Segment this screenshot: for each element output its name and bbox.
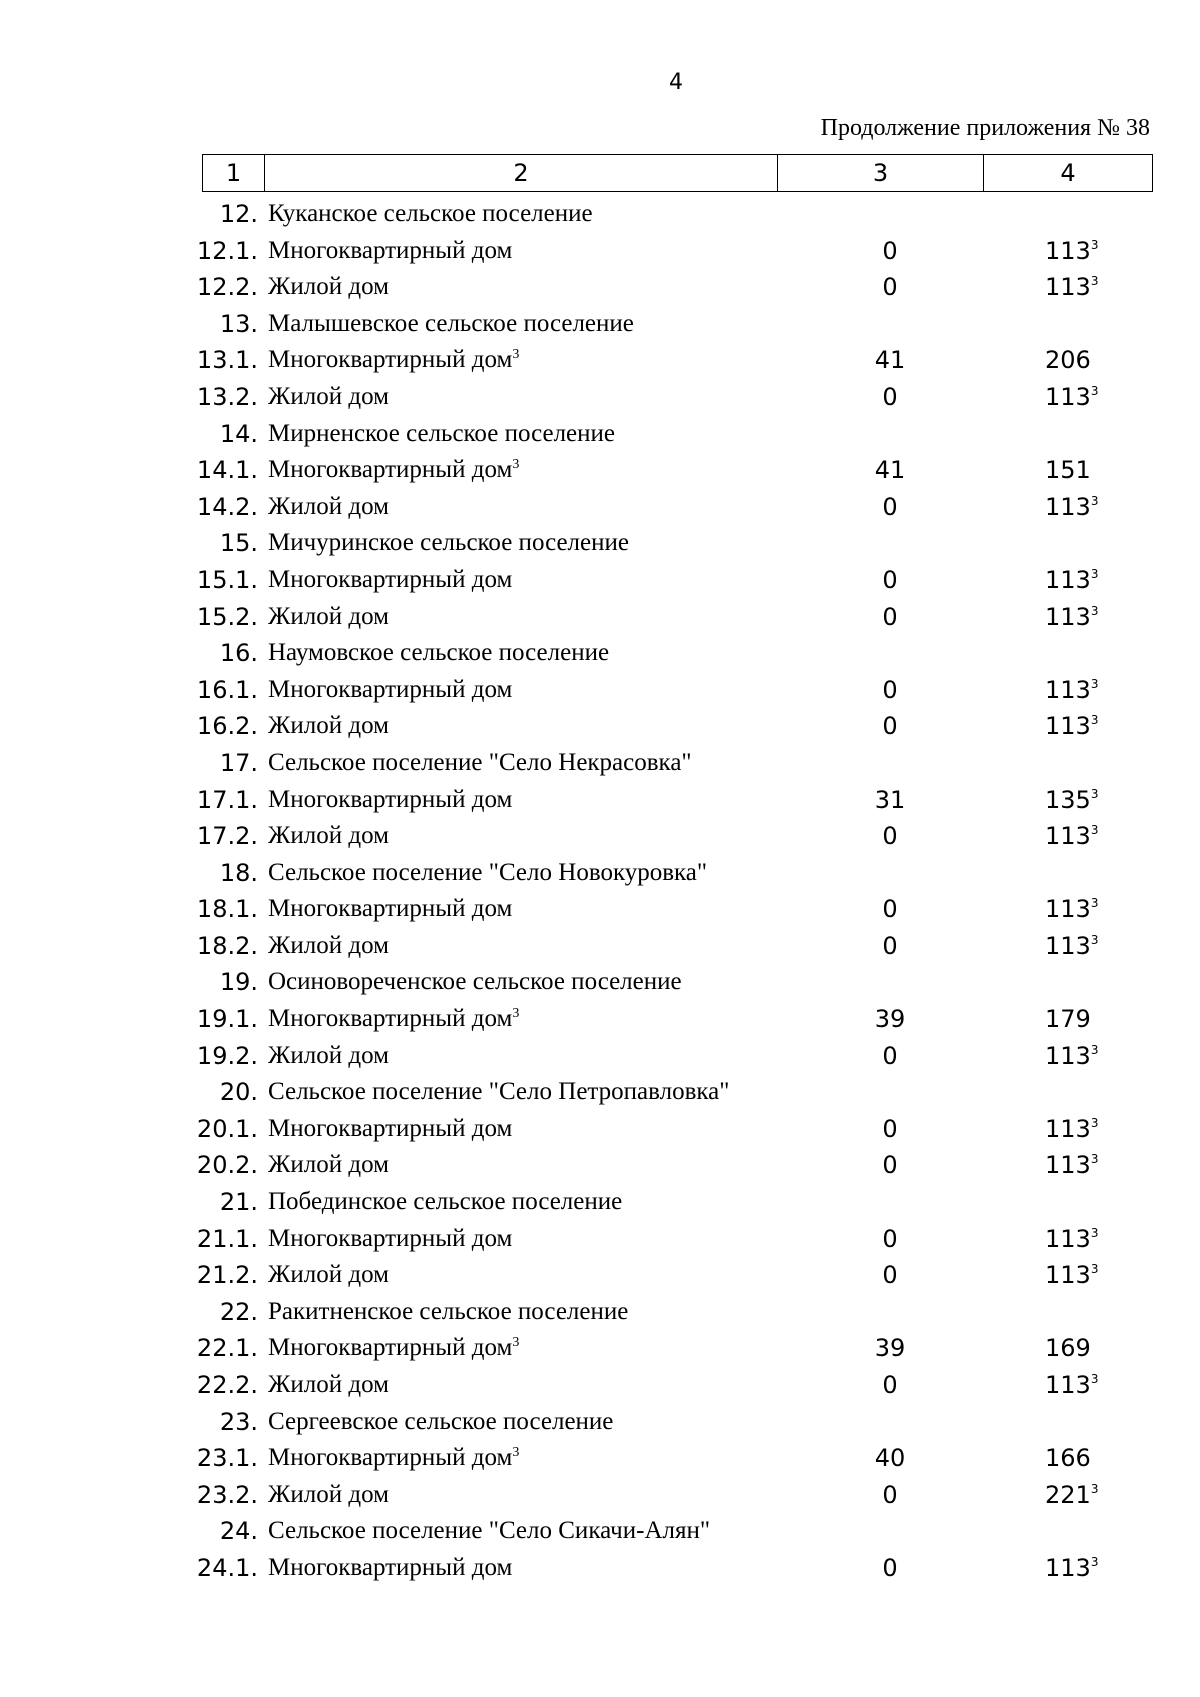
row-name-text: Многоквартирный дом (268, 456, 513, 484)
row-col4-value: 113 (1045, 822, 1091, 851)
row-col3-value: 0 (882, 1114, 898, 1143)
row-name-text: Жилой дом (268, 931, 389, 959)
row-name (268, 928, 389, 964)
row-name (268, 1147, 389, 1183)
row-number: 19.2. (196, 1041, 258, 1070)
row-col4 (1045, 1330, 1091, 1366)
row-col4-value: 179 (1045, 1005, 1091, 1034)
row-number: 18.2. (196, 931, 258, 960)
row-col4 (1045, 928, 1098, 964)
row-col4 (1045, 1147, 1098, 1183)
row-name (268, 1367, 389, 1403)
row-col3-value: 0 (882, 675, 898, 704)
row-name-text: Мичуринское сельское поселение (268, 529, 629, 557)
row-col4 (1045, 562, 1098, 598)
row-col4 (1045, 269, 1098, 305)
row-number: 15.2. (196, 602, 258, 631)
row-number: 13.2. (196, 382, 258, 411)
row-col4-footnote: 3 (1090, 1042, 1099, 1057)
row-name-text: Многоквартирный дом (268, 236, 513, 264)
column-header-row (203, 155, 1153, 192)
row-col3-value: 0 (882, 712, 898, 741)
row-col4 (1045, 1111, 1098, 1147)
row-col4-footnote: 3 (1090, 823, 1099, 838)
table-row (0, 452, 1200, 489)
row-name (268, 708, 389, 744)
row-number: 17. (219, 748, 258, 777)
table-row (0, 233, 1200, 270)
row-name-text: Жилой дом (268, 1151, 389, 1179)
row-name-text: Побединское сельское поселение (268, 1188, 623, 1216)
row-col3-value: 0 (882, 1553, 898, 1582)
column-header-2: 2 (265, 155, 778, 192)
row-name (268, 306, 634, 342)
row-number: 23. (219, 1407, 258, 1436)
row-col4-footnote: 3 (1090, 1372, 1099, 1386)
row-col4-value: 113 (1045, 1261, 1091, 1290)
row-col4 (1045, 708, 1098, 744)
table-row (0, 1404, 1200, 1441)
row-col4-value: 151 (1045, 456, 1091, 485)
table-row (0, 599, 1200, 636)
row-number: 21.2. (196, 1261, 258, 1290)
row-number: 17.1. (196, 785, 258, 814)
row-name (268, 1074, 729, 1110)
row-number: 14.2. (196, 492, 258, 521)
row-name (268, 891, 512, 927)
row-col4 (1045, 818, 1098, 854)
table-row (0, 1111, 1200, 1148)
table-row (0, 1221, 1200, 1258)
row-name (268, 562, 512, 598)
table-row (0, 1038, 1200, 1075)
row-number: 12.2. (196, 273, 258, 302)
table-row (0, 342, 1200, 379)
table-row (0, 708, 1200, 745)
row-number: 23.1. (196, 1444, 258, 1473)
row-col3-value: 0 (882, 273, 898, 302)
table-row (0, 1257, 1200, 1294)
row-col4 (1045, 672, 1098, 708)
row-col4-footnote: 3 (1090, 1115, 1099, 1130)
row-col4-value: 206 (1045, 346, 1091, 375)
row-col4 (1045, 1440, 1091, 1476)
table-row (0, 1001, 1200, 1038)
row-name-text: Многоквартирный дом (268, 1114, 513, 1142)
row-col4 (1045, 452, 1091, 488)
table-row (0, 855, 1200, 892)
row-number: 16.2. (196, 712, 258, 741)
table-row (0, 1477, 1200, 1514)
row-name (268, 599, 389, 635)
row-col4-value: 113 (1045, 1371, 1091, 1399)
row-col4-footnote: 3 (1090, 603, 1099, 618)
row-name-text: Сельское поселение "Село Петропавловка" (268, 1078, 730, 1106)
row-name-text: Многоквартирный дом (268, 1005, 513, 1033)
row-name-text: Жилой дом (268, 602, 389, 630)
row-name-text: Мирненское сельское поселение (268, 419, 616, 447)
row-name (268, 1330, 519, 1366)
row-name-text: Многоквартирный дом (268, 565, 513, 593)
table-row (0, 416, 1200, 453)
row-col4-footnote: 3 (1090, 1554, 1099, 1569)
row-col4-value: 113 (1045, 602, 1091, 631)
row-name (268, 1221, 512, 1257)
row-col4-footnote: 3 (1090, 713, 1099, 728)
row-number: 22. (219, 1297, 258, 1326)
row-number: 15.1. (196, 565, 258, 594)
row-name-text: Многоквартирный дом (268, 346, 513, 374)
row-col4-footnote: 3 (1090, 676, 1099, 691)
row-name-text: Многоквартирный дом (268, 895, 513, 923)
row-col3-value: 40 (874, 1444, 906, 1473)
row-name-text: Малышевское сельское поселение (268, 309, 634, 337)
row-number: 24. (219, 1517, 258, 1546)
row-number: 16. (219, 639, 258, 668)
table-row (0, 1147, 1200, 1184)
table-row (0, 782, 1200, 819)
row-name-footnote: 3 (512, 457, 520, 473)
continuation-caption: Продолжение приложения № 38 (820, 115, 1150, 141)
row-number: 15. (219, 529, 258, 558)
row-name (268, 1550, 512, 1586)
row-col3-value: 0 (882, 492, 898, 521)
row-col4 (1045, 1221, 1098, 1257)
table-row (0, 1367, 1200, 1404)
row-col4 (1045, 1367, 1098, 1403)
table-row (0, 1294, 1200, 1331)
column-header-table (202, 154, 1153, 192)
row-col4-value: 113 (1045, 1553, 1091, 1582)
row-number: 16.1. (196, 675, 258, 704)
row-name (268, 855, 707, 891)
row-col4-footnote: 3 (1090, 896, 1099, 911)
row-col4 (1045, 1001, 1091, 1037)
row-name (268, 416, 615, 452)
row-number: 14.1. (196, 456, 258, 485)
row-col4 (1045, 1038, 1098, 1074)
row-col4-value: 113 (1045, 382, 1091, 411)
row-col4-value: 169 (1045, 1334, 1091, 1363)
row-col4 (1045, 1477, 1098, 1513)
row-name-text: Многоквартирный дом (268, 1553, 513, 1581)
row-name-text: Куканское сельское поселение (268, 200, 593, 227)
row-number: 12. (219, 200, 258, 228)
row-name-footnote: 3 (512, 1006, 520, 1022)
row-name-text: Многоквартирный дом (268, 1334, 513, 1362)
row-col3-value: 0 (882, 565, 898, 594)
row-name (268, 342, 519, 378)
row-col4-footnote: 3 (1090, 932, 1099, 947)
row-col3-value: 0 (882, 236, 898, 265)
row-number: 14. (219, 419, 258, 448)
row-col4-value: 113 (1045, 236, 1091, 265)
row-name (268, 964, 682, 1000)
row-col4-value: 113 (1045, 1224, 1091, 1253)
row-name (268, 1294, 628, 1330)
row-col3-value: 39 (874, 1005, 906, 1034)
row-number: 21.1. (196, 1224, 258, 1253)
row-col3-value: 0 (882, 602, 898, 631)
row-col4-value: 113 (1045, 492, 1091, 521)
row-name-text: Жилой дом (268, 822, 389, 850)
row-name (268, 635, 609, 671)
row-name-text: Многоквартирный дом (268, 785, 513, 813)
row-col4 (1045, 1550, 1098, 1586)
table-body (0, 196, 1200, 1587)
row-col3-value: 31 (874, 785, 906, 814)
table-row (0, 818, 1200, 855)
row-name-text: Многоквартирный дом (268, 1444, 513, 1472)
row-col4-footnote: 3 (1090, 237, 1099, 252)
column-header-1: 1 (203, 155, 265, 192)
row-name (268, 782, 512, 818)
row-name-text: Сельское поселение "Село Некрасовка" (268, 748, 692, 776)
row-col4-footnote: 3 (1090, 274, 1099, 289)
row-number: 17.2. (196, 822, 258, 851)
row-col4-footnote: 3 (1090, 1481, 1099, 1496)
row-col3-value: 39 (874, 1334, 906, 1363)
table-row (0, 525, 1200, 562)
table-row (0, 928, 1200, 965)
row-name (268, 1001, 519, 1037)
row-name-text: Многоквартирный дом (268, 1224, 513, 1252)
row-number: 23.2. (196, 1480, 258, 1509)
row-number: 20. (219, 1078, 258, 1107)
table-row (0, 1074, 1200, 1111)
row-name (268, 1513, 710, 1549)
column-header-4: 4 (984, 155, 1153, 192)
row-col4-footnote: 3 (1090, 1262, 1099, 1277)
row-number: 20.2. (196, 1151, 258, 1180)
table-row (0, 672, 1200, 709)
row-name (268, 196, 593, 232)
row-col4-value: 113 (1045, 565, 1091, 594)
row-col4 (1045, 233, 1098, 269)
row-col4 (1045, 1257, 1098, 1293)
row-name-footnote: 3 (512, 347, 520, 363)
table-row (0, 1513, 1200, 1550)
row-number: 19.1. (196, 1005, 258, 1034)
row-name-text: Жилой дом (268, 1041, 389, 1069)
table-row (0, 306, 1200, 343)
row-name (268, 233, 512, 269)
row-col4-value: 135 (1045, 785, 1091, 814)
row-col3-value: 0 (882, 895, 898, 924)
row-name-text: Жилой дом (268, 273, 389, 301)
row-name (268, 672, 512, 708)
row-col4 (1045, 379, 1098, 415)
row-col4-footnote: 3 (1090, 1152, 1099, 1167)
row-col3-value: 0 (882, 382, 898, 411)
row-name-text: Жилой дом (268, 1261, 389, 1289)
row-col4-footnote: 3 (1090, 383, 1099, 398)
row-col4 (1045, 782, 1098, 818)
row-col4-value: 113 (1045, 895, 1091, 924)
row-col4-footnote: 3 (1090, 1225, 1099, 1240)
row-name (268, 1257, 389, 1293)
row-number: 19. (219, 968, 258, 997)
row-col4-value: 113 (1045, 675, 1091, 704)
row-name (268, 379, 389, 415)
row-col4-value: 113 (1045, 712, 1091, 741)
table-row (0, 635, 1200, 672)
row-number: 12.1. (196, 236, 258, 265)
row-name-footnote: 3 (512, 1445, 520, 1461)
row-name (268, 818, 389, 854)
row-name (268, 525, 629, 561)
table-row (0, 891, 1200, 928)
row-col3-value: 0 (882, 1224, 898, 1253)
row-name-footnote: 3 (512, 1335, 520, 1351)
row-col4-footnote: 3 (1090, 786, 1099, 801)
row-col4 (1045, 599, 1098, 635)
row-name-text: Осиновореченское сельское поселение (268, 968, 682, 996)
row-col3-value: 41 (874, 346, 906, 375)
row-number: 18.1. (196, 895, 258, 924)
row-col3-value: 0 (882, 1480, 898, 1509)
row-col4-value: 221 (1045, 1480, 1091, 1509)
row-name (268, 489, 389, 525)
row-col3-value: 0 (882, 931, 898, 960)
table-row (0, 1550, 1200, 1587)
row-col4-footnote: 3 (1090, 493, 1099, 508)
row-name-text: Сельское поселение "Село Сикачи-Алян" (268, 1517, 711, 1545)
row-col4-value: 113 (1045, 931, 1091, 960)
row-name (268, 452, 519, 488)
row-number: 18. (219, 858, 258, 887)
row-name (268, 1184, 622, 1220)
row-col3-value: 0 (882, 822, 898, 851)
table-row (0, 745, 1200, 782)
row-col4-value: 113 (1045, 273, 1091, 302)
row-col4 (1045, 489, 1098, 525)
row-name (268, 745, 692, 781)
table-row (0, 964, 1200, 1001)
row-col3-value: 0 (882, 1371, 898, 1399)
row-col4 (1045, 891, 1098, 927)
row-name-text: Жилой дом (268, 492, 389, 520)
row-number: 22.1. (196, 1334, 258, 1363)
row-name-text: Сергеевское сельское поселение (268, 1407, 614, 1435)
table-row (0, 1184, 1200, 1221)
table-row (0, 489, 1200, 526)
row-col4-value: 113 (1045, 1041, 1091, 1070)
row-name-text: Жилой дом (268, 712, 389, 740)
table-row (0, 562, 1200, 599)
row-number: 13. (219, 309, 258, 338)
row-number: 20.1. (196, 1114, 258, 1143)
row-name-text: Наумовское сельское поселение (268, 639, 610, 667)
row-col4-value: 113 (1045, 1151, 1091, 1180)
row-col4-value: 166 (1045, 1444, 1091, 1473)
row-name-text: Сельское поселение "Село Новокуровка" (268, 858, 708, 886)
row-col4 (1045, 342, 1091, 378)
row-name (268, 1477, 389, 1513)
row-number: 21. (219, 1188, 258, 1217)
row-col4-value: 113 (1045, 1114, 1091, 1143)
row-col4-footnote: 3 (1090, 566, 1099, 581)
table-row (0, 196, 1200, 233)
row-name-text: Ракитненское сельское поселение (268, 1297, 629, 1325)
row-name (268, 1404, 613, 1440)
row-name-text: Жилой дом (268, 1480, 389, 1508)
row-col3-value: 0 (882, 1151, 898, 1180)
row-name-text: Многоквартирный дом (268, 675, 513, 703)
table-row (0, 1330, 1200, 1367)
row-name (268, 1111, 512, 1147)
column-header-3: 3 (778, 155, 984, 192)
row-name (268, 1038, 389, 1074)
row-col3-value: 0 (882, 1261, 898, 1290)
row-number: 22.2. (196, 1371, 258, 1399)
row-name-text: Жилой дом (268, 382, 389, 410)
table-row (0, 269, 1200, 306)
row-number: 24.1. (196, 1553, 258, 1582)
table-row (0, 1440, 1200, 1477)
row-col3-value: 0 (882, 1041, 898, 1070)
row-name-text: Жилой дом (268, 1371, 389, 1398)
table-row (0, 379, 1200, 416)
row-col3-value: 41 (874, 456, 906, 485)
page-number: 4 (669, 70, 683, 95)
row-number: 13.1. (196, 346, 258, 375)
row-name (268, 1440, 519, 1476)
row-name (268, 269, 389, 305)
